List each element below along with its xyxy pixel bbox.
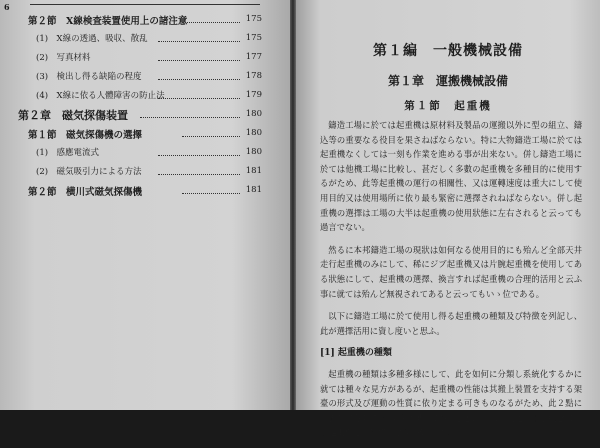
left-page xyxy=(0,0,290,410)
toc-entry xyxy=(0,143,290,162)
toc-entry-label: (3) 検出し得る缺陥の程度 xyxy=(36,72,142,82)
toc-leader-dots xyxy=(158,145,240,156)
toc-entry xyxy=(0,48,290,67)
toc-entry xyxy=(0,124,290,143)
toc-entry-label: 第２章 磁気探傷装置 xyxy=(18,109,128,122)
subheading: [1] 起重機の種類 xyxy=(320,348,392,359)
right-page xyxy=(296,0,600,438)
toc-entry-label: (2) 磁気吸引力による方法 xyxy=(36,167,142,177)
toc-entry xyxy=(0,86,290,105)
toc-leader-dots xyxy=(158,88,240,99)
toc-entry xyxy=(0,105,290,124)
toc-entry-label: 第２節 X線検査装置使用上の諸注意 xyxy=(28,16,188,27)
paragraph: 起重機の種類は多種多様にして、此を如何に分類し系統化するかに就ては種々な見方があるが、起重機の性能は其搬上裝置を支持する架臺の形式及び運動の性質に依り定まる可きものなるがため、此２點に立脚して分類するのが合理的であると思ふ。依ち上述の如き觀念により起重機を分類すると次の如くなる。 xyxy=(320,368,582,438)
toc-entry-page: 180 xyxy=(245,128,262,138)
paragraph: 以下に鑄造工場に於て使用し得る起重機の種類及び特徴を列記し、此が選擇活用に資し度いと思ふ。 xyxy=(320,311,582,336)
toc-leader-dots xyxy=(158,31,240,42)
part-title: 第１編 一般機械設備 xyxy=(373,43,523,59)
toc-entry xyxy=(0,162,290,181)
toc-leader-dots xyxy=(140,107,240,118)
toc-entry-label: (1) 感應電流式 xyxy=(36,148,100,158)
toc-entry-page: 181 xyxy=(245,166,262,176)
toc-leader-dots xyxy=(182,183,240,194)
toc-entry-label: (2) 写真材料 xyxy=(36,53,91,63)
toc-leader-dots xyxy=(182,12,240,23)
table-of-contents xyxy=(0,10,290,200)
toc-entry-page: 181 xyxy=(245,185,262,195)
toc-entry-label: 第２節 横川式磁気探傷機 xyxy=(28,187,143,198)
toc-entry xyxy=(0,10,290,29)
paragraph: 鑄造工場に於ては起重機は原材料及製品の運搬以外に型の組立、鑄込等の重要なる役目を果さねばならない。特に大物鑄造工場に於ては起重機なくしては一刻も作業を進める事が出来ない。併し鑄造工場に於ては他機工場に比較し、甚だしく多數の起重機を多種目的に使用するがため、此等起重機の運行の相關性、又は運轉速度は重大にして使用目的又は使用場所に依り最も緊密に選擇されねばならない。併し起重機の選擇は工場の大半は起重機の使用狀態に左右されると云っても過言でない。 xyxy=(320,120,582,233)
toc-entry-page: 175 xyxy=(245,14,262,24)
toc-entry-label: 第１節 磁気探傷機の選擇 xyxy=(28,130,143,141)
paragraph: 然るに本邦鑄造工場の現狀は如何なる使用目的にも殆んど全部天井走行起重機のみにして、稀にジブ起重機又は片腕起重機を使用してある狀態にして、起重機の選擇、換言すれば起重機の合理的活用と云ふ事に就ては殆んど無視されてあると云ってもいゝ位である。 xyxy=(320,244,582,299)
toc-leader-dots xyxy=(158,69,240,80)
toc-leader-dots xyxy=(158,164,240,175)
top-rule xyxy=(30,4,260,5)
toc-entry-page: 180 xyxy=(245,109,262,119)
toc-entry-label: (1) X線の透過、吸収、散乱 xyxy=(36,34,148,44)
toc-leader-dots xyxy=(158,50,240,61)
body-text xyxy=(320,118,582,448)
toc-entry-page: 177 xyxy=(245,52,262,62)
toc-entry xyxy=(0,181,290,200)
page-number: 6 xyxy=(4,2,10,12)
chapter-title: 第１章 運搬機械設備 xyxy=(387,74,508,88)
toc-entry-page: 180 xyxy=(245,147,262,157)
toc-entry-page: 178 xyxy=(245,71,262,81)
toc-entry-page: 179 xyxy=(245,90,262,100)
toc-entry-label: (4) X線に依る人體障害の防止法 xyxy=(36,91,165,101)
toc-leader-dots xyxy=(182,126,240,137)
toc-entry-page: 175 xyxy=(245,33,262,43)
section-title: 第１節 起重機 xyxy=(404,100,492,112)
toc-entry xyxy=(0,67,290,86)
toc-entry xyxy=(0,29,290,48)
